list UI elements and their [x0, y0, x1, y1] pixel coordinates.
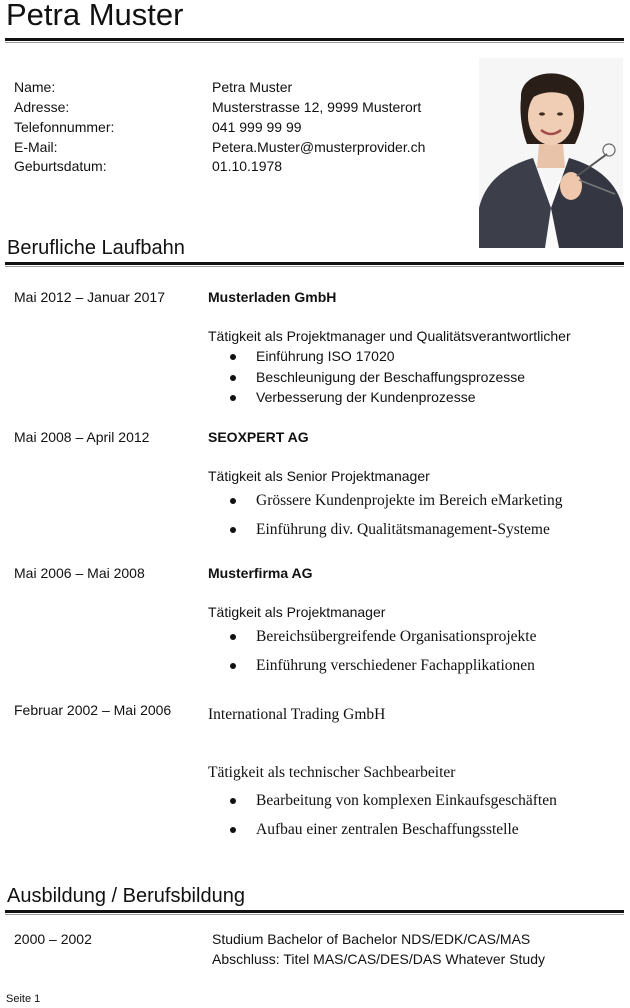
portrait-illustration: [479, 58, 623, 248]
list-item: [230, 786, 557, 815]
bullet-text: Verbesserung der Kundenprozesse: [256, 389, 476, 405]
list-item: [230, 651, 536, 680]
career-entry-date: Februar 2002 – Mai 2006: [14, 702, 172, 718]
bullet-icon: [230, 527, 236, 533]
personal-label-address: Adresse:: [14, 99, 70, 115]
personal-label-birthdate: Geburtsdatum:: [14, 158, 107, 174]
section-title-career: Berufliche Laufbahn: [7, 237, 185, 259]
bullet-text: Bearbeitung von komplexen Einkaufsgeschäften: [256, 792, 557, 809]
title-divider: [5, 38, 624, 41]
list-item: [230, 367, 525, 388]
career-entry-company: Musterladen GmbH: [208, 289, 337, 305]
bullet-icon: [230, 375, 236, 381]
personal-label-name: Name:: [14, 79, 56, 95]
bullet-icon: [230, 827, 236, 833]
personal-value-email: Petera.Muster@musterprovider.ch: [212, 139, 426, 155]
personal-label-phone: Telefonnummer:: [14, 119, 115, 135]
list-item: [230, 815, 557, 844]
career-entry-company: SEOXPERT AG: [208, 429, 309, 445]
career-entry-bullets: [230, 622, 536, 680]
page-number: Seite 1: [6, 993, 41, 1005]
career-entry-role: Tätigkeit als Projektmanager und Qualitätsverantwortlicher: [208, 328, 571, 344]
bullet-text: Einführung ISO 17020: [256, 348, 395, 364]
career-entry-bullets: [230, 786, 557, 844]
career-entry-role: Tätigkeit als technischer Sachbearbeiter: [208, 764, 456, 781]
page-title: Petra Muster: [6, 0, 184, 32]
career-entry-role: Tätigkeit als Senior Projektmanager: [208, 468, 430, 484]
bullet-icon: [230, 498, 236, 504]
bullet-icon: [230, 663, 236, 669]
career-entry-date: Mai 2012 – Januar 2017: [14, 289, 165, 305]
personal-label-email: E-Mail:: [14, 139, 58, 155]
personal-value-address: Musterstrasse 12, 9999 Musterort: [212, 99, 422, 115]
career-entry-company: International Trading GmbH: [208, 706, 386, 723]
education-divider: [5, 910, 624, 913]
section-title-education: Ausbildung / Berufsbildung: [7, 885, 245, 907]
list-item: [230, 622, 536, 651]
bullet-icon: [230, 634, 236, 640]
education-entry-line1: Studium Bachelor of Bachelor NDS/EDK/CAS/MAS: [212, 931, 531, 947]
bullet-text: Einführung verschiedener Fachapplikationen: [256, 657, 535, 674]
bullet-text: Beschleunigung der Beschaffungsprozesse: [256, 368, 526, 385]
list-item: [230, 486, 562, 515]
bullet-text: Grössere Kundenprojekte im Bereich eMarketing: [256, 492, 563, 509]
career-entry-date: Mai 2008 – April 2012: [14, 429, 150, 445]
career-divider: [5, 262, 624, 265]
bullet-text: Aufbau einer zentralen Beschaffungsstelle: [256, 821, 519, 838]
personal-value-name: Petra Muster: [212, 79, 293, 95]
career-entry-company: Musterfirma AG: [208, 565, 313, 581]
list-item: [230, 346, 525, 367]
bullet-icon: [230, 798, 236, 804]
career-divider-shadow: [5, 266, 624, 267]
list-item: [230, 387, 525, 408]
personal-value-birthdate: 01.10.1978: [212, 158, 283, 174]
bullet-icon: [230, 354, 236, 360]
personal-value-phone: 041 999 99 99: [212, 119, 302, 135]
career-entry-bullets: [230, 346, 525, 408]
profile-photo: [479, 58, 623, 248]
education-divider-shadow: [5, 914, 624, 915]
education-entry-line2: Abschluss: Titel MAS/CAS/DES/DAS Whatever Study: [212, 951, 546, 967]
list-item: [230, 515, 562, 544]
education-entry-date: 2000 – 2002: [14, 931, 92, 947]
title-divider-shadow: [5, 42, 624, 43]
career-entry-bullets: [230, 486, 562, 544]
bullet-text: Einführung div. Qualitätsmanagement-Systeme: [256, 521, 550, 538]
career-entry-role: Tätigkeit als Projektmanager: [208, 604, 386, 620]
career-entry-date: Mai 2006 – Mai 2008: [14, 565, 145, 581]
bullet-text: Bereichsübergreifende Organisationsprojekte: [256, 628, 537, 645]
bullet-icon: [230, 395, 236, 401]
